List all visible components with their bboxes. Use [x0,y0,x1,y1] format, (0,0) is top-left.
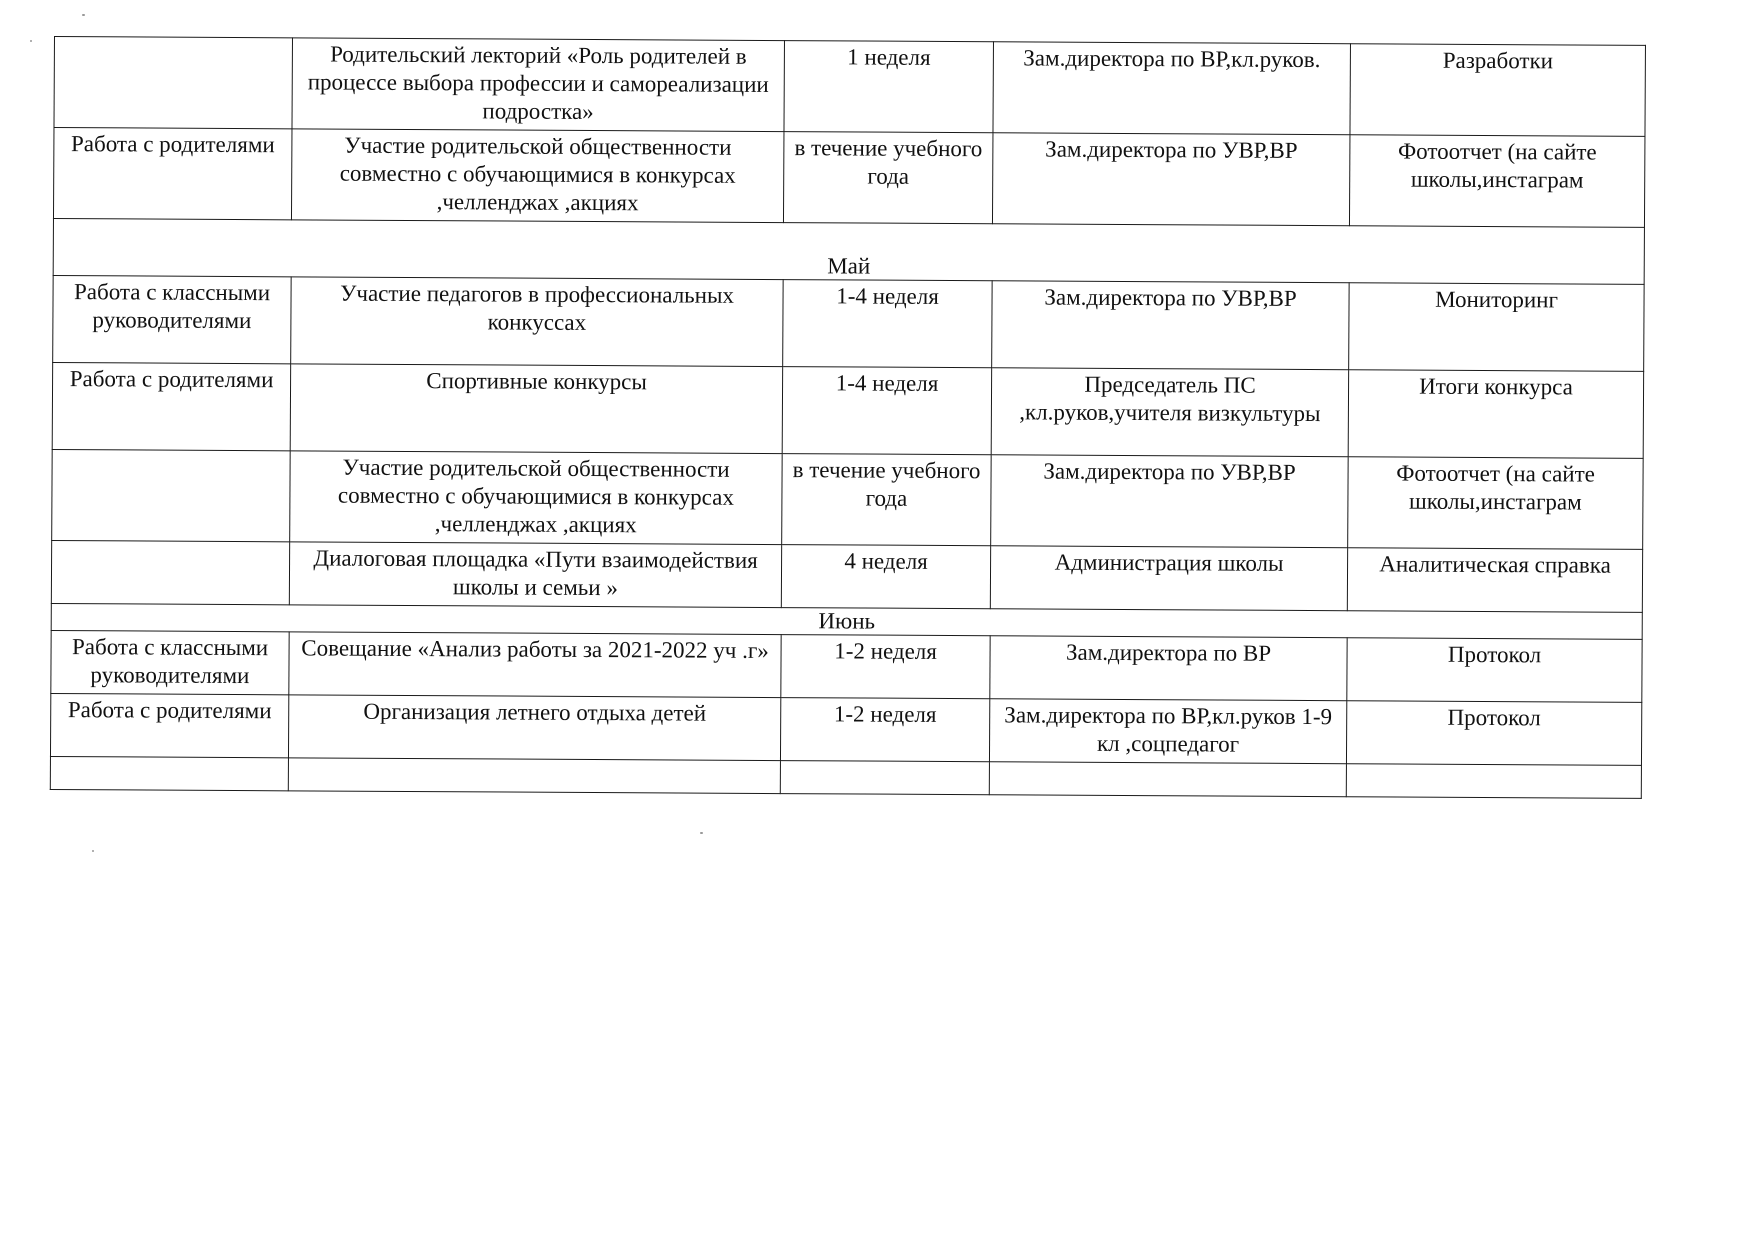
event-cell: Участие родительской общественности совместно с обучающимися в конкурсах ,челленджах ,акциях [291,129,784,223]
category-cell [52,449,291,541]
timing-cell: 1-2 неделя [780,698,989,762]
event-cell: Совещание «Анализ работы за 2021-2022 уч .г» [289,632,781,698]
timing-cell: 4 неделя [781,545,990,609]
category-cell [54,37,293,129]
empty-cell [780,761,989,795]
category-cell: Работа с родителями [52,362,290,450]
empty-cell [50,756,288,790]
table-row [50,693,1641,765]
responsible-cell: Зам.директора по ВР,кл.руков. [993,42,1351,135]
timing-cell: 1-4 неделя [782,367,991,455]
month-section-row [53,218,1644,284]
activity-plan-table [50,36,1646,799]
empty-cell [989,762,1346,797]
timing-cell: в течение учебного года [783,132,993,224]
category-cell: Работа с родителями [53,128,292,220]
table-row [54,37,1645,137]
category-cell [51,540,289,604]
table-row [52,362,1643,458]
table-row [51,540,1642,612]
timing-cell: 1-4 неделя [783,280,992,368]
event-cell: Диалоговая площадка «Пути взаимодействия школы и семьи » [289,542,781,608]
timing-cell: 1 неделя [784,41,994,133]
timing-cell: 1-2 неделя [781,635,990,699]
responsible-cell: Зам.директора по УВР,ВР [992,281,1349,370]
category-cell: Работа с родителями [50,693,288,757]
scan-speck [82,14,85,16]
responsible-cell: Председатель ПС ,кл.руков,учителя визкультуры [991,368,1348,457]
table-row [53,275,1644,371]
month-heading-june: Июнь [51,603,1642,639]
result-cell: Фотоотчет (на сайте школы,инстаграм [1349,135,1645,228]
event-cell: Участие родительской общественности совместно с обучающимися в конкурсах ,челленджах ,акциях [290,451,783,545]
result-cell: Итоги конкурса [1348,370,1643,459]
result-cell: Протокол [1346,701,1641,766]
table-row [51,630,1642,702]
responsible-cell: Зам.директора по УВР,ВР [992,133,1350,226]
month-heading-may: Май [53,218,1644,284]
result-cell: Фотоотчет (на сайте школы,инстаграм [1348,457,1644,550]
event-cell: Родительский лекторий «Роль родителей в процессе выбора профессии и самореализации подростка» [292,38,785,132]
event-cell: Спортивные конкурсы [290,364,782,454]
scan-speck [92,850,94,852]
responsible-cell: Администрация школы [990,546,1347,611]
table-row [52,449,1643,549]
result-cell: Протокол [1347,638,1642,703]
responsible-cell: Зам.директора по ВР,кл.руков 1-9 кл ,соцпедагог [989,699,1346,764]
event-cell: Участие педагогов в профессиональных конкуссах [291,277,783,367]
category-cell: Работа с классными руководителями [51,630,289,694]
scan-speck [700,832,703,834]
timing-cell: в течение учебного года [782,454,992,546]
scan-speck [30,40,32,42]
responsible-cell: Зам.директора по УВР,ВР [991,455,1349,548]
category-cell: Работа с классными руководителями [53,275,291,363]
result-cell: Мониторинг [1349,283,1644,372]
empty-cell [288,758,780,794]
responsible-cell: Зам.директора по ВР [990,636,1347,701]
result-cell: Аналитическая справка [1347,548,1642,613]
event-cell: Организация летнего отдыха детей [288,695,780,761]
empty-cell [1346,764,1641,799]
table-row [53,128,1644,228]
result-cell: Разработки [1350,44,1646,137]
